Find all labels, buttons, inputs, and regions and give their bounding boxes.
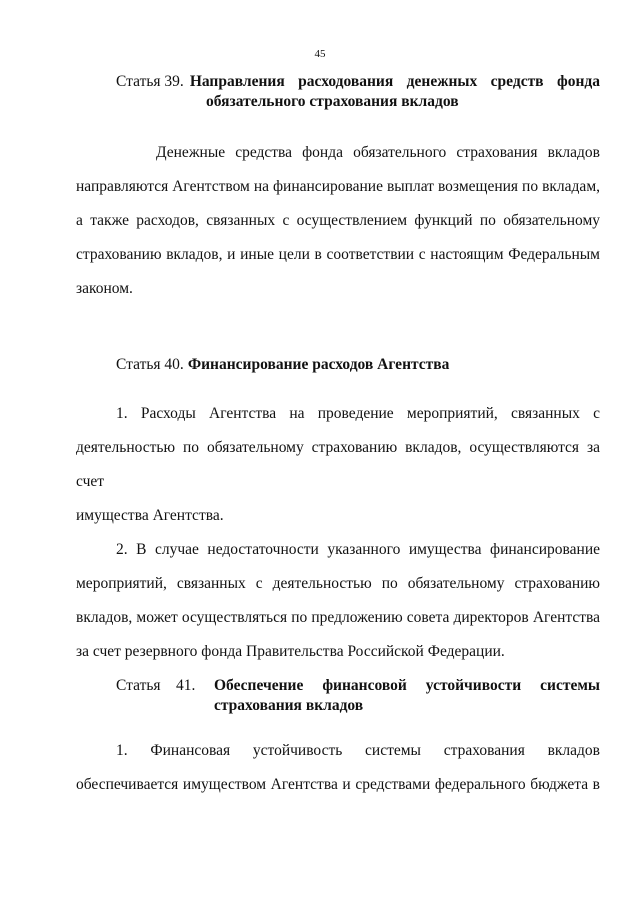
- article-39-title-line1: Направления расходования денежных средств фонда: [189, 73, 600, 90]
- article-41-body: [76, 734, 600, 802]
- article-41-label-word: Статья: [116, 677, 161, 694]
- article-41-label-num: 41.: [176, 677, 196, 694]
- article-39: [76, 72, 600, 112]
- article-39-line-5: законом.: [76, 280, 133, 297]
- article-39-title-line2: обязательного страхования вкладов: [206, 93, 459, 110]
- article-41-p1-line-1: 1. Финансовая устойчивость системы страхования вкладов: [116, 742, 600, 759]
- article-40-body: [76, 397, 600, 669]
- article-39-label: Статья 39.: [116, 73, 184, 90]
- article-40-p1-line-3: имущества Агентства.: [76, 507, 224, 524]
- article-39-heading: [76, 72, 600, 112]
- article-39-line-2: направляются Агентством на финансирование выплат возмещения по вкладам,: [76, 178, 600, 195]
- article-40-label: Статья 40.: [116, 356, 184, 373]
- article-41-p1-line-2: обеспечивается имуществом Агентства и средствами федерального бюджета в: [76, 776, 600, 793]
- page-number: 45: [314, 48, 326, 60]
- article-41-title-line1: Обеспечение финансовой устойчивости системы: [214, 677, 600, 694]
- article-40-p1-line-1: 1. Расходы Агентства на проведение мероприятий, связанных с: [116, 405, 600, 422]
- article-41-title-line2: страхования вкладов: [214, 697, 364, 714]
- article-39-line-4: страхованию вкладов, и иные цели в соответствии с настоящим Федеральным: [76, 246, 600, 263]
- article-40-heading: [76, 355, 640, 375]
- article-40-title: Финансирование расходов Агентства: [187, 356, 450, 373]
- article-39-body: [76, 136, 600, 306]
- article-41-heading: [76, 676, 600, 716]
- article-40-p2-line-2: мероприятий, связанных с деятельностью по обязательному страхованию: [76, 575, 600, 592]
- article-40-p2-line-4: за счет резервного фонда Правительства Российской Федерации.: [76, 643, 505, 660]
- article-39-line-3: а также расходов, связанных с осуществлением функций по обязательному: [76, 212, 600, 229]
- article-39-line-1: Денежные средства фонда обязательного страхования вкладов: [156, 144, 600, 161]
- article-40-p1-line-2: деятельностью по обязательному страхованию вкладов, осуществляются за счет: [76, 439, 600, 490]
- article-40-p2-line-1: 2. В случае недостаточности указанного имущества финансирование: [116, 541, 600, 558]
- article-40-p2-line-3: вкладов, может осуществляться по предложению совета директоров Агентства: [76, 609, 600, 626]
